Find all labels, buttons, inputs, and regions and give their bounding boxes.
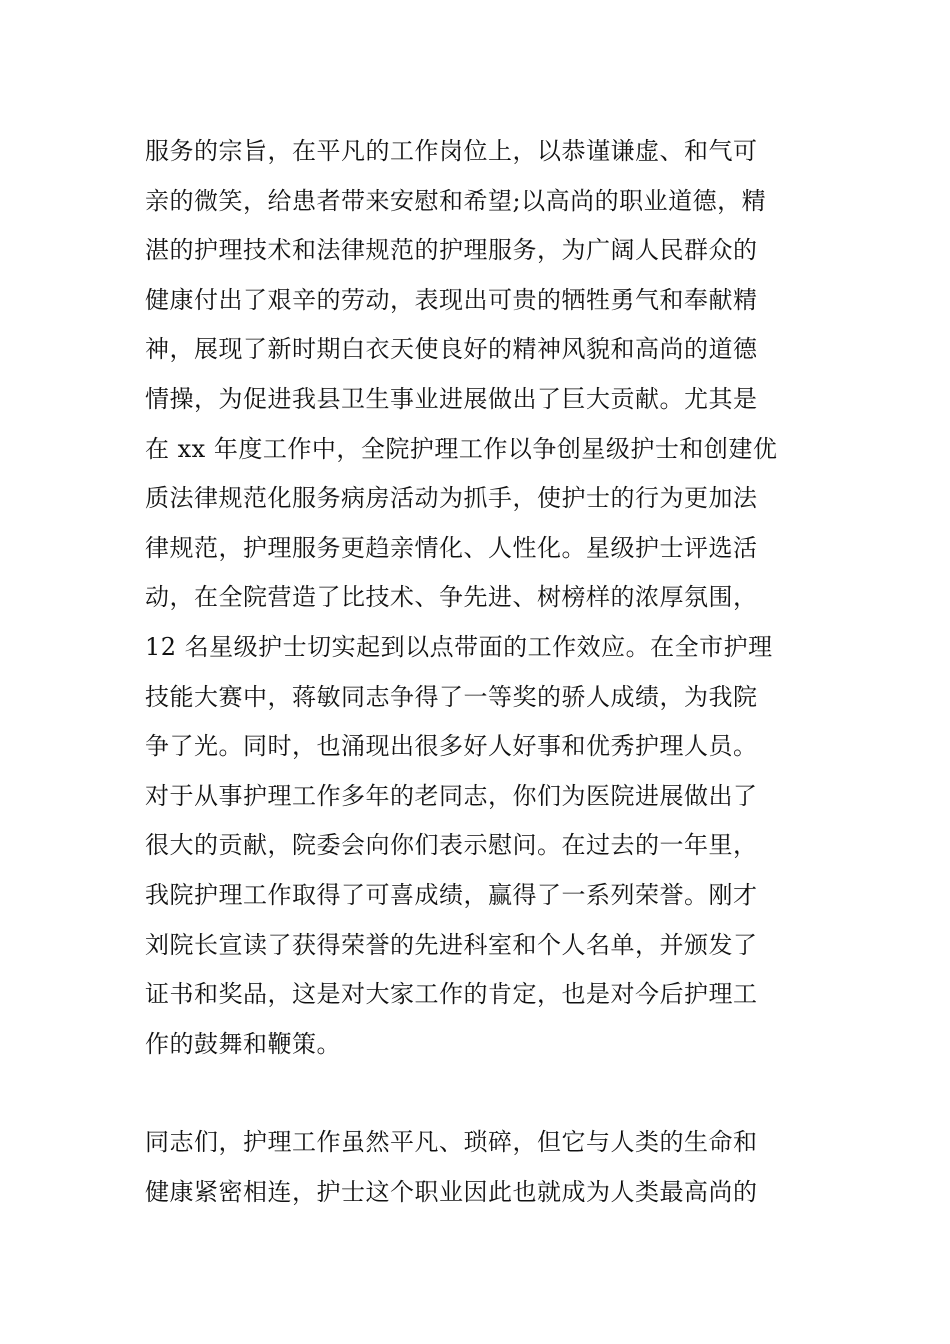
text-line: 健康付出了艰辛的劳动，表现出可贵的牺牲勇气和奉献精 xyxy=(145,285,758,314)
text-line: 技能大赛中，蒋敏同志争得了一等奖的骄人成绩，为我院 xyxy=(145,682,758,711)
text-line: 争了光。同时，也涌现出很多好人好事和优秀护理人员。 xyxy=(145,732,758,761)
text-line: 健康紧密相连，护士这个职业因此也就成为人类最高尚的 xyxy=(145,1177,758,1206)
text-line: 同志们，护理工作虽然平凡、琐碎，但它与人类的生命和 xyxy=(145,1128,758,1156)
text-line: 很大的贡献，院委会向你们表示慰问。在过去的一年里， xyxy=(145,831,758,860)
text-line: 作的鼓舞和鞭策。 xyxy=(145,1029,341,1058)
text-line: 服务的宗旨，在平凡的工作岗位上，以恭谨谦虚、和气可 xyxy=(145,137,758,165)
text-line: 情操，为促进我县卫生事业进展做出了巨大贡献。尤其是 xyxy=(145,384,758,413)
text-line: 证书和奖品，这是对大家工作的肯定，也是对今后护理工 xyxy=(145,980,758,1009)
paragraph xyxy=(145,127,825,1069)
text-line: 神，展现了新时期白衣天使良好的精神风貌和高尚的道德 xyxy=(145,335,758,364)
text-line: 亲的微笑，给患者带来安慰和希望;以高尚的职业道德，精 xyxy=(145,186,767,215)
text-line: 律规范，护理服务更趋亲情化、人性化。星级护士评选活 xyxy=(145,533,758,562)
text-line: 湛的护理技术和法律规范的护理服务，为广阔人民群众的 xyxy=(145,236,758,265)
text-line: 在 xx 年度工作中，全院护理工作以争创星级护士和创建优 xyxy=(145,434,778,463)
text-line: 质法律规范化服务病房活动为抓手，使护士的行为更加法 xyxy=(145,484,758,513)
text-line: 对于从事护理工作多年的老同志，你们为医院进展做出了 xyxy=(145,781,758,810)
text-line: 我院护理工作取得了可喜成绩，赢得了一系列荣誉。刚才 xyxy=(145,880,758,909)
text-line: 刘院长宣读了获得荣誉的先进科室和个人名单，并颁发了 xyxy=(145,930,758,959)
paragraph xyxy=(145,1118,825,1217)
text-line: 12 名星级护士切实起到以点带面的工作效应。在全市护理 xyxy=(145,632,773,661)
text-line: 动，在全院营造了比技术、争先进、树榜样的浓厚氛围， xyxy=(145,583,758,612)
